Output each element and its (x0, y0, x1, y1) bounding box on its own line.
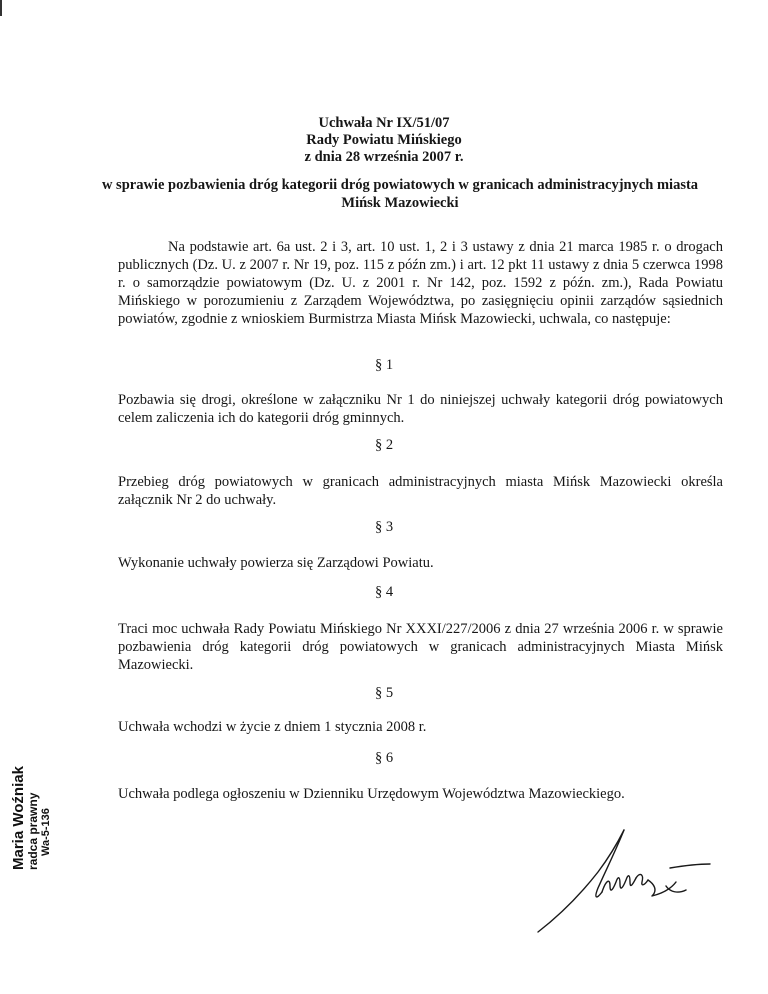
section-sign-2: § 2 (374, 437, 394, 453)
section-sign-6: § 6 (374, 750, 394, 766)
section-text-6: Uchwała podlega ogłoszeniu w Dzienniku Urzędowym Województwa Mazowieckiego. (118, 786, 625, 802)
handwritten-signature (520, 820, 720, 950)
preamble: Na podstawie art. 6a ust. 2 i 3, art. 10 ust. 1, 2 i 3 ustawy z dnia 21 marca 1985 r. o drogach publicznych (Dz. U. z 2007 r. Nr 19, poz. 115 z późn zm.) i art. 12 pkt 11 ustawy z dnia 5 czerwca 1998 r. o samorządzie powiatowym (Dz. U. z 2001 r. Nr 142, poz. 1592 z późn. zm.), Rada Powiatu Mińskiego w porozumieniu z Zarządem Województwa, po zasięgnięciu opinii zarządów sąsiednich powiatów, zgodnie z wnioskiem Burmistrza Miasta Mińsk Mazowiecki, uchwala, co następuje: (118, 239, 723, 327)
legal-advisor-stamp (10, 760, 120, 870)
section-text-2: Przebieg dróg powiatowych w granicach administracyjnych miasta Mińsk Mazowiecki określa załącznik Nr 2 do uchwały. (118, 474, 723, 508)
resolution-subject: w sprawie pozbawienia dróg kategorii dróg powiatowych w granicach administracyjnych miasta Mińsk Mazowiecki (101, 177, 699, 211)
stamp-name: Maria Woźniak (10, 766, 27, 870)
section-text-1: Pozbawia się drogi, określone w załączniku Nr 1 do niniejszej uchwały kategorii dróg powiatowych celem zaliczenia ich do kategorii dróg gminnych. (118, 392, 723, 426)
section-sign-5: § 5 (374, 685, 394, 701)
resolution-number: Uchwała Nr IX/51/07 (318, 115, 450, 131)
section-text-3: Wykonanie uchwały powierza się Zarządowi Powiatu. (118, 555, 434, 571)
section-sign-4: § 4 (374, 584, 394, 600)
resolution-date: z dnia 28 września 2007 r. (304, 149, 464, 165)
stamp-role: radca prawny (26, 792, 40, 870)
council-name: Rady Powiatu Mińskiego (306, 132, 462, 148)
section-text-4: Traci moc uchwała Rady Powiatu Mińskiego Nr XXXI/227/2006 z dnia 27 września 2006 r. w sprawie pozbawienia dróg kategorii dróg powiatowych w granicach administracyjnych Miasta Mińsk Mazowiecki. (118, 621, 723, 673)
section-sign-1: § 1 (374, 357, 394, 373)
stamp-id: Wa-5-136 (40, 808, 52, 856)
section-text-5: Uchwała wchodzi w życie z dniem 1 stycznia 2008 r. (118, 719, 427, 735)
section-sign-3: § 3 (374, 519, 394, 535)
page-edge-mark (0, 0, 2, 16)
